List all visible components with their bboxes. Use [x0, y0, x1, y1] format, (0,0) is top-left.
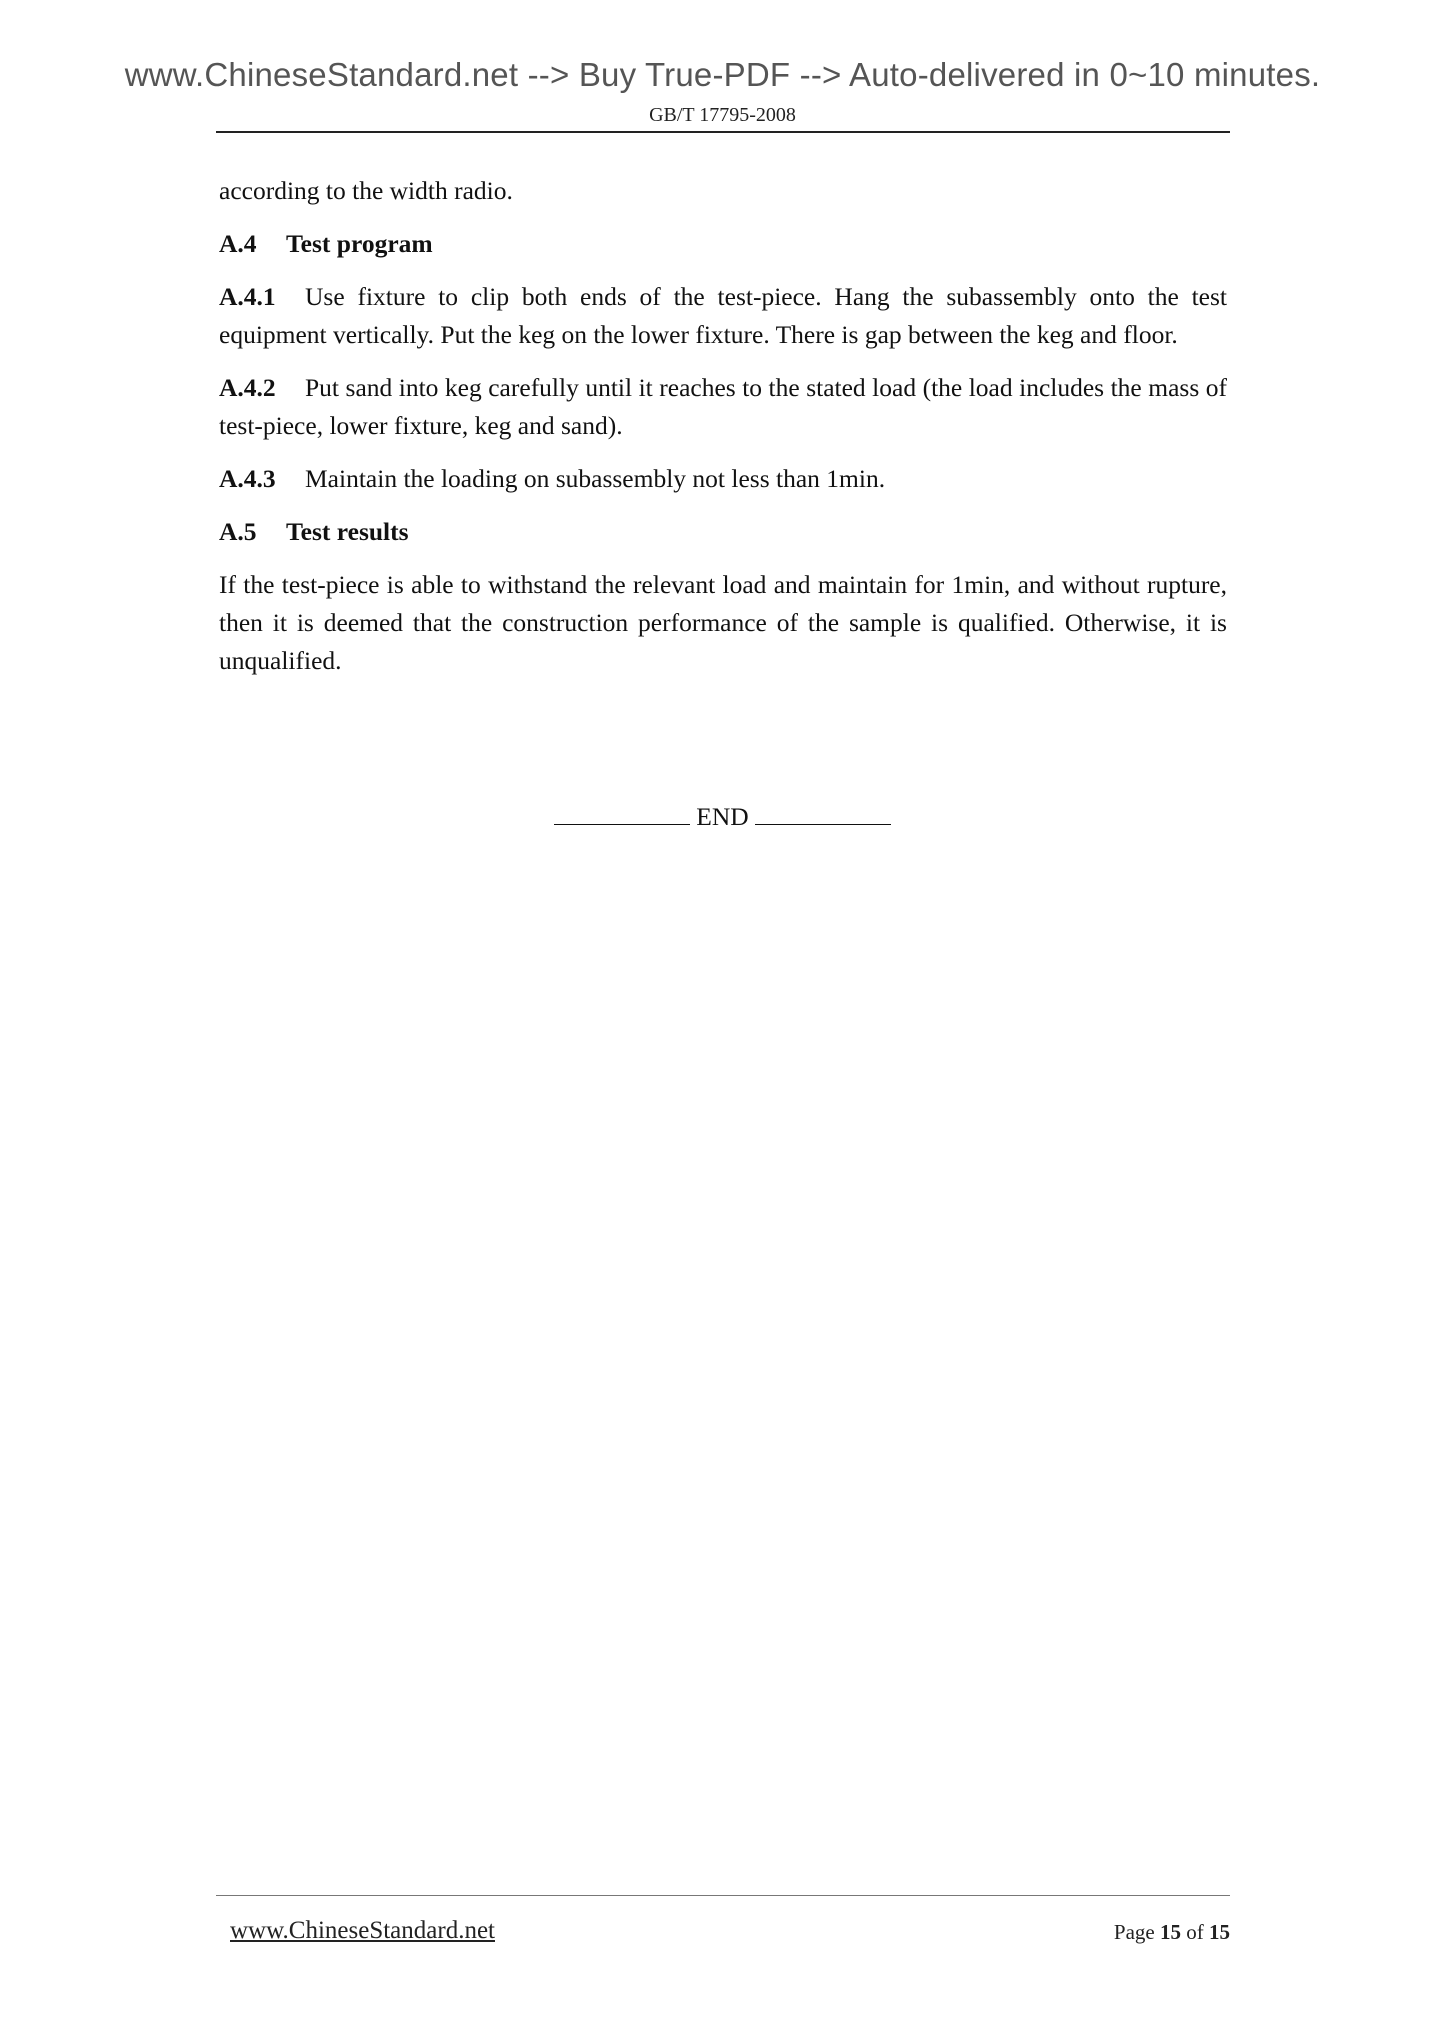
page-of: of — [1186, 1920, 1204, 1944]
section-number: A.5 — [219, 517, 257, 546]
section-heading-a4 — [219, 225, 1227, 263]
end-marker — [0, 800, 1445, 832]
clause-text: Maintain the loading on subassembly not less than 1min. — [305, 464, 886, 493]
footer-website-link[interactable]: www.ChineseStandard.net — [230, 1917, 495, 1944]
clause-a4-1 — [219, 278, 1227, 354]
header-divider — [216, 131, 1230, 133]
section-title: Test program — [286, 229, 433, 258]
clause-text: Put sand into keg carefully until it reaches to the stated load (the load includes the mass of test-piece, lower fixture, keg and sand). — [219, 373, 1227, 440]
section-number: A.4 — [219, 229, 257, 258]
page-total: 15 — [1209, 1920, 1230, 1944]
clause-number: A.4.1 — [219, 282, 276, 311]
footer-divider — [216, 1895, 1230, 1896]
results-paragraph: If the test-piece is able to withstand the relevant load and maintain for 1min, and without rupture, then it is deemed that the construction performance of the sample is qualified. Otherwise, it is unqualified. — [219, 570, 1227, 675]
clause-a4-3 — [219, 460, 1227, 498]
standard-code: GB/T 17795-2008 — [649, 104, 796, 126]
end-label: END — [696, 802, 749, 831]
header-banner: www.ChineseStandard.net --> Buy True-PDF --> Auto-delivered in 0~10 minutes. — [124, 56, 1321, 93]
page-current: 15 — [1160, 1920, 1181, 1944]
clause-number: A.4.3 — [219, 464, 276, 493]
clause-a4-2 — [219, 369, 1227, 445]
section-heading-a5 — [219, 513, 1227, 551]
continuation-text: according to the width radio. — [219, 176, 513, 205]
section-title: Test results — [286, 517, 409, 546]
clause-text: Use fixture to clip both ends of the test-piece. Hang the subassembly onto the test equipment vertically. Put the keg on the lower fixture. There is gap between the keg and floor. — [219, 282, 1227, 349]
document-body — [219, 172, 1227, 680]
end-rule-left — [554, 800, 690, 825]
page-prefix: Page — [1113, 1920, 1155, 1944]
page-number — [1114, 1920, 1230, 1945]
clause-number: A.4.2 — [219, 373, 276, 402]
end-rule-right — [755, 800, 891, 825]
